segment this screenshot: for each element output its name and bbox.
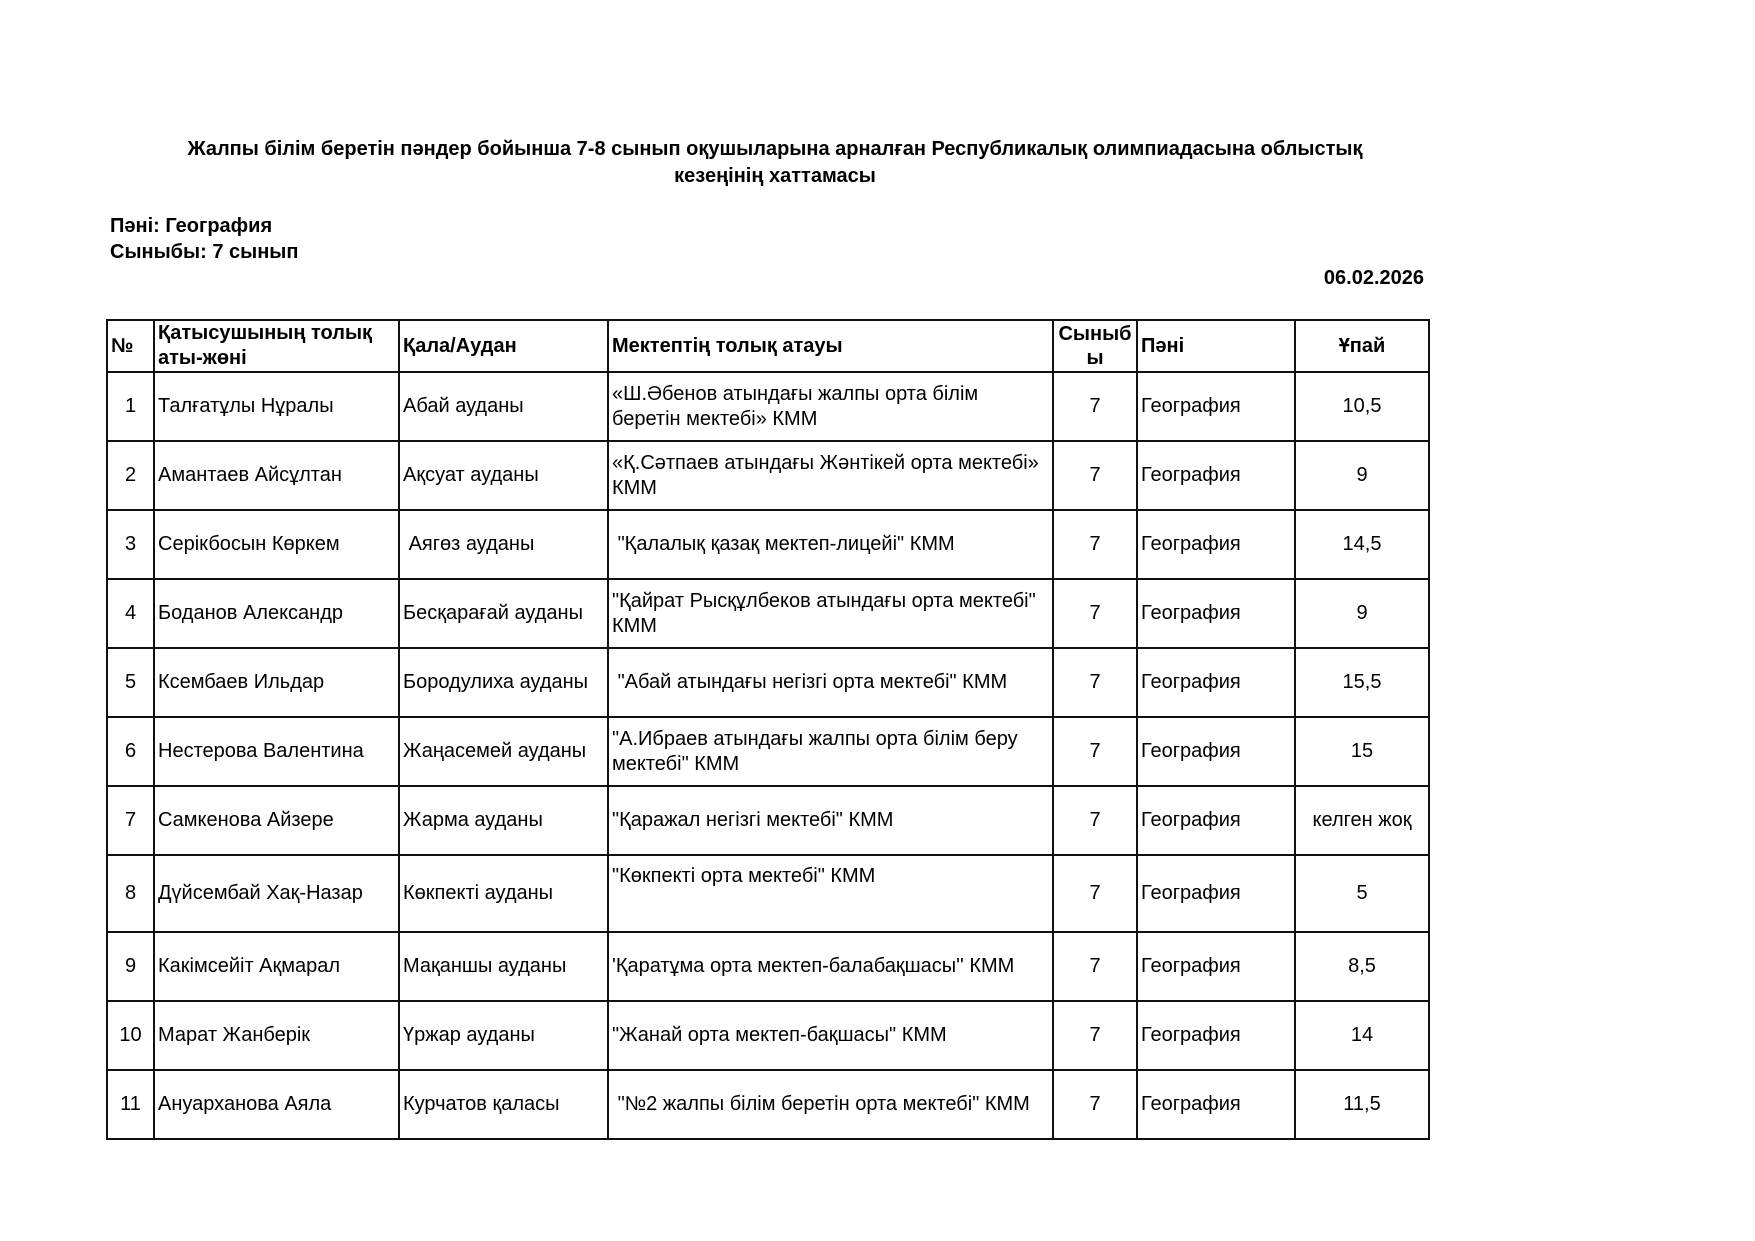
title-line-1: Жалпы білім беретін пәндер бойынша 7-8 сынып оқушыларына арналған Республикалық олимпиадасына облыстық [187, 138, 1363, 160]
score-cell: 14 [1295, 1001, 1429, 1070]
subject-cell: География [1137, 786, 1295, 855]
row-num-cell: 7 [107, 786, 154, 855]
subject-cell: География [1137, 648, 1295, 717]
school-name-cell: "Жанай орта мектеп-бақшасы" КММ [608, 1001, 1053, 1070]
row-num-cell: 6 [107, 717, 154, 786]
participant-name-cell: Какімсейіт Ақмарал [154, 932, 399, 1001]
header-num: № [107, 320, 154, 372]
row-num-cell: 11 [107, 1070, 154, 1139]
participant-name-cell: Марат Жанберік [154, 1001, 399, 1070]
row-num-cell: 9 [107, 932, 154, 1001]
district-cell: Көкпекті ауданы [399, 855, 608, 932]
school-name-cell: "Қаражал негізгі мектебі" КММ [608, 786, 1053, 855]
table-row [107, 932, 1429, 1001]
school-name-cell: "А.Ибраев атындағы жалпы орта білім беру мектебі" КММ [608, 717, 1053, 786]
district-cell: Курчатов қаласы [399, 1070, 608, 1139]
results-table [106, 319, 1430, 1140]
header-score: Ұпай [1295, 320, 1429, 372]
score-cell: 8,5 [1295, 932, 1429, 1001]
header-name [154, 320, 399, 372]
row-num-cell: 2 [107, 441, 154, 510]
score-cell: 14,5 [1295, 510, 1429, 579]
header-name-line-2: аты-жөні [158, 347, 247, 369]
row-num-cell: 10 [107, 1001, 154, 1070]
grade-cell: 7 [1053, 1070, 1137, 1139]
participant-name-cell: Ксембаев Ильдар [154, 648, 399, 717]
district-cell: Жаңасемей ауданы [399, 717, 608, 786]
score-cell: 9 [1295, 579, 1429, 648]
score-cell: 9 [1295, 441, 1429, 510]
grade-cell: 7 [1053, 648, 1137, 717]
participant-name-cell: Ануарханова Аяла [154, 1070, 399, 1139]
subject-cell: География [1137, 441, 1295, 510]
class-line: Сыныбы: 7 сынып [110, 241, 299, 263]
school-name-cell: «Қ.Сәтпаев атындағы Жәнтікей орта мектебі» КММ [608, 441, 1053, 510]
score-cell: 10,5 [1295, 372, 1429, 441]
participant-name-cell: Дүйсембай Хақ-Назар [154, 855, 399, 932]
grade-cell: 7 [1053, 1001, 1137, 1070]
score-cell: келген жоқ [1295, 786, 1429, 855]
table-row [107, 855, 1429, 932]
grade-cell: 7 [1053, 717, 1137, 786]
subject-line: Пәні: География [110, 215, 273, 237]
header-subject: Пәні [1137, 320, 1295, 372]
subject-cell: География [1137, 579, 1295, 648]
header-grade-line-1: Сыныб [1058, 323, 1132, 345]
subject-cell: География [1137, 372, 1295, 441]
row-num-cell: 1 [107, 372, 154, 441]
table-row [107, 1070, 1429, 1139]
district-cell: Бородулиха ауданы [399, 648, 608, 717]
score-cell: 15 [1295, 717, 1429, 786]
participant-name-cell: Самкенова Айзере [154, 786, 399, 855]
district-cell: Бесқарағай ауданы [399, 579, 608, 648]
table-row [107, 579, 1429, 648]
table-row [107, 372, 1429, 441]
score-cell: 15,5 [1295, 648, 1429, 717]
district-cell: Мақаншы ауданы [399, 932, 608, 1001]
subject-cell: География [1137, 932, 1295, 1001]
subject-cell: География [1137, 510, 1295, 579]
title-line-2: кезеңінің хаттамасы [674, 165, 876, 187]
score-cell: 11,5 [1295, 1070, 1429, 1139]
school-name-cell: «Ш.Әбенов атындағы жалпы орта білім беретін мектебі» КММ [608, 372, 1053, 441]
participant-name-cell: Серікбосын Көркем [154, 510, 399, 579]
district-cell: Абай ауданы [399, 372, 608, 441]
grade-cell: 7 [1053, 786, 1137, 855]
row-num-cell: 4 [107, 579, 154, 648]
grade-cell: 7 [1053, 510, 1137, 579]
grade-cell: 7 [1053, 579, 1137, 648]
table-row [107, 786, 1429, 855]
table-row [107, 648, 1429, 717]
school-name-cell: "Қайрат Рысқұлбеков атындағы орта мектебі" КММ [608, 579, 1053, 648]
table-row [107, 1001, 1429, 1070]
header-school: Мектептің толық атауы [608, 320, 1053, 372]
subject-cell: География [1137, 717, 1295, 786]
district-cell: Аягөз ауданы [399, 510, 608, 579]
participant-name-cell: Боданов Александр [154, 579, 399, 648]
participant-name-cell: Талғатұлы Нұралы [154, 372, 399, 441]
score-cell: 5 [1295, 855, 1429, 932]
subject-cell: География [1137, 1001, 1295, 1070]
table-row [107, 510, 1429, 579]
row-num-cell: 3 [107, 510, 154, 579]
row-num-cell: 8 [107, 855, 154, 932]
header-district: Қала/Аудан [399, 320, 608, 372]
participant-name-cell: Нестерова Валентина [154, 717, 399, 786]
participant-name-cell: Амантаев Айсұлтан [154, 441, 399, 510]
table-row [107, 441, 1429, 510]
header-grade-line-2: ы [1086, 347, 1104, 369]
school-name-cell: "Көкпекті орта мектебі" КММ [608, 855, 1053, 932]
header-name-line-1: Қатысушының толық [158, 322, 373, 344]
school-name-cell: 'Қаратұма орта мектеп-балабақшасы'' КММ [608, 932, 1053, 1001]
district-cell: Үржар ауданы [399, 1001, 608, 1070]
school-name-cell: "Қалалық қазақ мектеп-лицейі" КММ [608, 510, 1053, 579]
school-name-cell: "Абай атындағы негізгі орта мектебі" КММ [608, 648, 1053, 717]
school-name-cell: "№2 жалпы білім беретін орта мектебі" КММ [608, 1070, 1053, 1139]
row-num-cell: 5 [107, 648, 154, 717]
district-cell: Жарма ауданы [399, 786, 608, 855]
table-row [107, 717, 1429, 786]
district-cell: Ақсуат ауданы [399, 441, 608, 510]
document-date: 06.02.2026 [1323, 267, 1424, 289]
subject-cell: География [1137, 1070, 1295, 1139]
grade-cell: 7 [1053, 855, 1137, 932]
grade-cell: 7 [1053, 932, 1137, 1001]
grade-cell: 7 [1053, 441, 1137, 510]
document-title [130, 136, 1420, 190]
subject-cell: География [1137, 855, 1295, 932]
header-grade [1053, 320, 1137, 372]
grade-cell: 7 [1053, 372, 1137, 441]
table-header-row [107, 320, 1429, 372]
